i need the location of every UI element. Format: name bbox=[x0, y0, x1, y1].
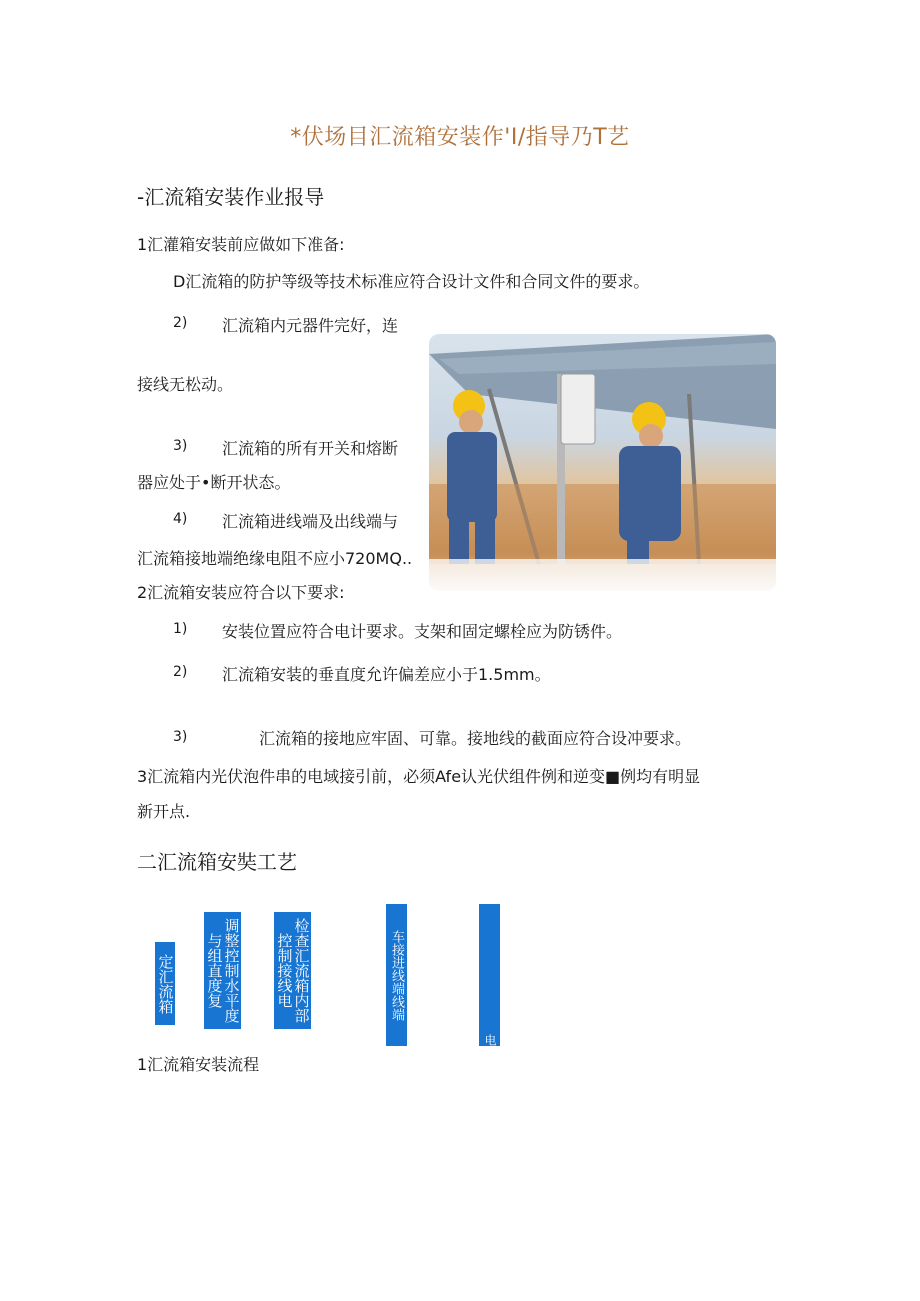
flow-step-3-label: 检查汇流箱内部控制接线电 bbox=[275, 918, 311, 1023]
flow-step-1 bbox=[155, 942, 175, 1025]
flow-step-2-label: 调整控制水平度与组直度复 bbox=[205, 918, 241, 1023]
list-item-2-text: 汇流箱内元器件完好，连 bbox=[222, 316, 399, 335]
req-item-3-num: 3) bbox=[173, 729, 188, 745]
list-item-3-cont: 器应处于•断开状态。 bbox=[137, 473, 291, 492]
req-item-1-num: 1) bbox=[173, 621, 188, 637]
section-heading-1: -汇流箱安装作业报导 bbox=[137, 185, 325, 209]
flow-step-5-label: 电 bbox=[483, 1034, 497, 1046]
list-item-4-cont: 汇流箱接地端绝缘电阻不应小720MQ.. bbox=[137, 549, 413, 568]
flow-step-3 bbox=[274, 912, 311, 1029]
subheading-3-line2: 新开点. bbox=[137, 802, 191, 821]
req-item-2-num: 2) bbox=[173, 664, 188, 680]
subheading-1: 1汇灌箱安装前应做如下准备: bbox=[137, 235, 345, 254]
installation-photo bbox=[429, 334, 776, 591]
list-item-3-text: 汇流箱的所有开关和熔断 bbox=[222, 439, 399, 458]
req-item-3-text: 汇流箱的接地应牢固、可靠。接地线的截面应符合设冲要求。 bbox=[259, 729, 692, 748]
req-item-2-text: 汇流箱安装的垂直度允许偏差应小于1.5mm。 bbox=[222, 665, 551, 684]
flow-caption: 1汇流箱安装流程 bbox=[137, 1055, 260, 1074]
subheading-2: 2汇流箱安装应符合以下要求: bbox=[137, 583, 345, 602]
list-item-2-num: 2) bbox=[173, 315, 188, 331]
flow-step-2 bbox=[204, 912, 241, 1029]
flow-step-4 bbox=[386, 904, 407, 1046]
workers-at-combiner-box-image bbox=[429, 334, 776, 591]
list-item-2-cont: 接线无松动。 bbox=[137, 375, 234, 394]
list-item-4-num: 4) bbox=[173, 511, 188, 527]
section-heading-2: 二汇流箱安奘工艺 bbox=[137, 850, 297, 874]
list-item-4-text: 汇流箱进线端及出线端与 bbox=[222, 512, 399, 531]
flow-step-1-label: 定汇流箱 bbox=[156, 953, 175, 1014]
req-item-1-text: 安装位置应符合电计要求。支架和固定螺栓应为防锈件。 bbox=[222, 622, 623, 641]
document-title: *伏场目汇流箱安装作'I/指导乃T艺 bbox=[290, 125, 630, 150]
list-item-1-text: D汇流箱的防护等级等技术标准应符合设计文件和合同文件的要求。 bbox=[173, 272, 650, 291]
flow-step-5 bbox=[479, 904, 500, 1046]
subheading-3-line1: 3汇流箱内光伏泡件串的电域接引前，必须Afe认光伏组件例和逆变■例均有明显 bbox=[137, 767, 701, 786]
flow-step-4-label: 车接进线端线端 bbox=[389, 929, 404, 1021]
list-item-3-num: 3) bbox=[173, 438, 188, 454]
